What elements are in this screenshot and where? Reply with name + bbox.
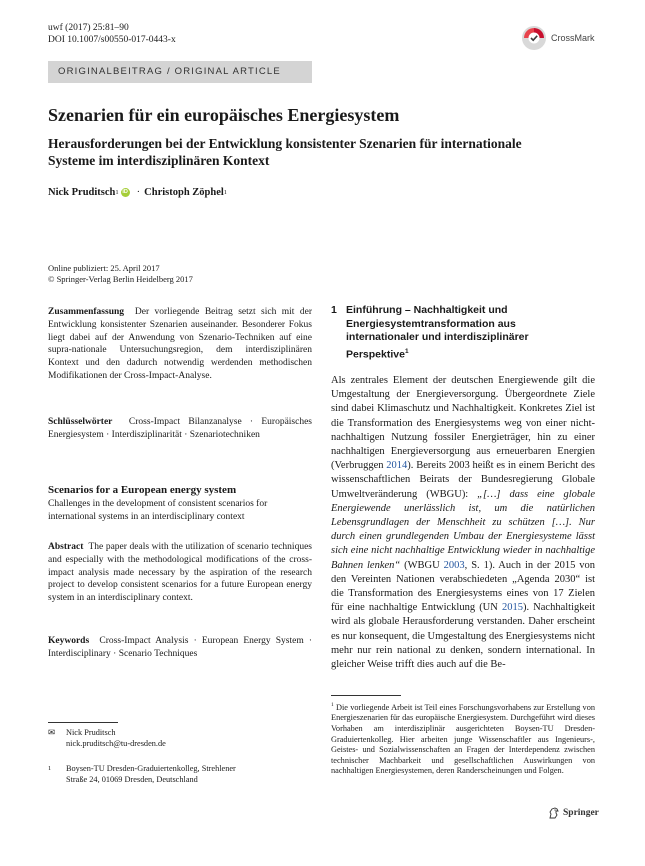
affiliation-mark: 1 — [48, 765, 52, 772]
body-text-run: Als zentrales Element der deutschen Energiewende gilt die Umgestaltung der Energieversorgung. Übergeordnete Ziele sind dabei Klimaschutz und Nachhaltigkeit. Konkretes Ziel ist die Transformation des Energiesystems weg von einer nicht-nachhaltigen Nutzung fossiler Energieträger, hin zu einer nachhaltigen Energieversorgung aus erneuerbaren Energien (Verbruggen — [331, 375, 595, 472]
body-text-run: ). Bereits 2003 heißt es in einem Bericht des wissenschaftlichen Beirats der Bundesregierung Globale Umweltveränderung (WBGU): — [331, 460, 595, 500]
envelope-icon: ✉ — [48, 728, 55, 737]
crossmark-label: CrossMark — [551, 33, 595, 43]
publisher-name: Springer — [563, 808, 599, 818]
contact-email[interactable]: nick.pruditsch@tu-dresden.de — [66, 739, 166, 748]
abstract-en-label: Abstract — [48, 542, 84, 552]
affiliation-line: Boysen-TU Dresden-Graduiertenkolleg, Strehlener — [66, 764, 236, 773]
author-separator: · — [136, 187, 141, 198]
keywords-de-label: Schlüsselwörter — [48, 417, 113, 427]
footnote — [331, 700, 595, 777]
section-title: Einführung – Nachhaltigkeit und Energiesystemtransformation aus internationaler und interdisziplinärer Perspektive — [346, 304, 529, 360]
footnote-text: Die vorliegende Arbeit ist Teil eines Forschungsvorhabens zur Erstellung von Energieszenarien für das europäische Energiesystem. Durchgeführt wird dieses Vorhaben am interdisziplinär ausgerichteten Boysen-TU Dresden-Graduiertenkolleg. Hier arbeiten junge Wissenschaftler aus Ingenieurs-, Geistes- und Sozialwissenschaften an Fragen der Interdependenz zwischen technischer Machbarkeit und gesellschaftlichen Auswirkungen von nachhaltigen Energiesystemen, deren Randerscheinungen und Folgen. — [331, 702, 595, 776]
journal-info — [48, 22, 176, 46]
keywords-en — [48, 635, 312, 661]
section-number: 1 — [331, 304, 337, 316]
article-subtitle: Herausforderungen bei der Entwicklung konsistenter Szenarien für internationale Systeme im interdisziplinären Kontext — [48, 136, 522, 168]
keywords-de-text: Cross-Impact Bilanzanalyse · Europäisches Energiesystem · Interdisziplinarität · Szenariotechniken — [48, 417, 312, 440]
journal-citation: uwf (2017) 25:81–90 — [48, 23, 129, 33]
keywords-en-label: Keywords — [48, 636, 90, 646]
footnote-ref[interactable]: 1 — [404, 347, 409, 355]
keywords-en-text: Cross-Impact Analysis · European Energy System · Interdisciplinary · Scenario Techniques — [48, 636, 313, 659]
abstract-de-text: Der vorliegende Beitrag setzt sich mit der Entwicklung konsistenter Szenarien auseinander. Besonderer Fokus liegt dabei auf der Anwendung von Szenario-Techniken auf eine supra-nationale Untersuchungsregion, dem interdisziplinären Kontext und den dadurch notwendig werdenden methodischen Modifikationen der Cross-Impact-Analyse. — [48, 307, 313, 381]
corresponding-author — [48, 727, 166, 749]
copyright-line: © Springer-Verlag Berlin Heidelberg 2017 — [48, 274, 193, 284]
body-text-run: , S. 1). Auch in der 2015 von den Vereinten Nationen verabschiedeten „Agenda 2030“ ist die Transformation des Energiesystems eines von 17 Zielen für eine nachhaltige Entwicklung (UN — [331, 559, 596, 614]
citation-link[interactable]: 2014 — [386, 460, 408, 472]
section-heading — [331, 304, 591, 362]
abstract-de-label: Zusammenfassung — [48, 307, 125, 317]
body-paragraph — [331, 374, 595, 672]
affiliation — [48, 763, 236, 785]
crossmark-badge[interactable] — [521, 25, 595, 51]
contact-divider — [48, 722, 118, 723]
abstract-en-text: The paper deals with the utilization of scenario techniques and especially with the methodological modifications of the cross-impact analysis made necessary by the aspiration of the research project to develop consistent scenarios for a future European energy system in an interdisciplinary context. — [48, 542, 312, 604]
body-text-run: (WBGU — [400, 559, 444, 571]
affiliation-line: Straße 24, 01069 Dresden, Deutschland — [66, 775, 198, 784]
author-name[interactable]: Nick Pruditsch — [48, 187, 116, 198]
publication-date: Online publiziert: 25. April 2017 — [48, 263, 160, 273]
english-subtitle: Challenges in the development of consistent scenarios for international systems in an interdisciplinary context — [48, 499, 268, 522]
author-name[interactable]: Christoph Zöphel — [144, 187, 224, 198]
journal-doi[interactable]: DOI 10.1007/s00550-017-0443-x — [48, 35, 176, 45]
springer-horse-icon — [548, 807, 560, 819]
crossmark-icon — [521, 25, 547, 51]
abstract-en — [48, 541, 312, 605]
article-type-banner: ORIGINALBEITRAG / ORIGINAL ARTICLE — [48, 61, 312, 83]
english-title: Scenarios for a European energy system — [48, 484, 237, 496]
publisher-logo — [548, 807, 599, 819]
citation-link[interactable]: 2003 — [443, 559, 465, 571]
footnote-divider — [331, 695, 401, 696]
author-affil-mark: 1 — [115, 189, 119, 196]
quote-text: „[…] dass eine globale Energiewende unerlässlich ist, um die natürlichen Lebensgrundlagen der Menschheit zu schützen […]. Nur durch einen grundlegenden Umbau der Energiesysteme lässt sich eine nicht nachhaltige Entwicklung wieder in nachhaltige Bahnen lenken“ — [331, 488, 595, 571]
author-affil-mark: 1 — [223, 189, 228, 196]
contact-name: Nick Pruditsch — [66, 728, 116, 737]
citation-link[interactable]: 2015 — [501, 602, 523, 614]
footnote-mark: 1 — [331, 702, 334, 708]
body-text-run: ). Nachhaltigkeit wird als globale Herausforderung verstanden. Daher erscheint es nur konsequent, die Umgestaltung des Energiesystems nicht mehr nur rein national zu denken, sondern international. In gleicher Weise trifft dies auch auf die Be- — [331, 602, 596, 671]
orcid-icon[interactable]: iD — [122, 189, 128, 195]
keywords-de — [48, 416, 312, 442]
abstract-de — [48, 306, 312, 383]
author-list — [48, 187, 227, 198]
article-title: Szenarien für ein europäisches Energiesystem — [48, 105, 400, 125]
publication-info — [48, 263, 193, 285]
